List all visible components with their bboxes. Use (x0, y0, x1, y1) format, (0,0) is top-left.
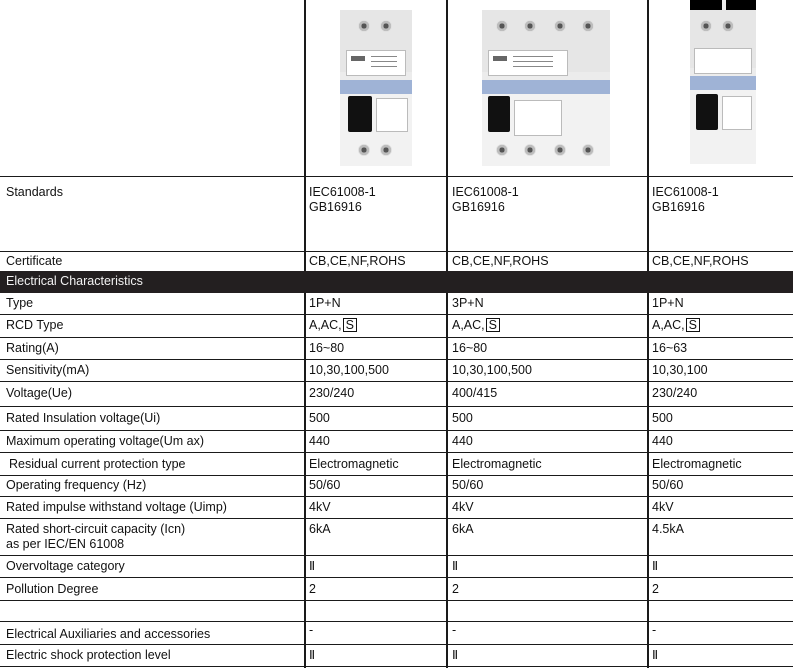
table-row (0, 360, 793, 382)
row-value: Ⅱ (452, 648, 459, 662)
product-image-2 (482, 10, 610, 166)
standard-line-1: IEC61008-1 (452, 185, 519, 199)
table-row (0, 476, 793, 497)
section-header (0, 271, 793, 293)
row-value: 50/60 (452, 478, 484, 492)
row-value: 16~63 (652, 341, 688, 355)
row-value: 440 (652, 434, 673, 448)
row-value: 4kV (452, 500, 474, 514)
table-row (0, 407, 793, 431)
table-row (0, 601, 793, 622)
row-label: Voltage(Ue) (6, 386, 73, 400)
row-label: RCD Type (6, 318, 64, 332)
row-value: - (652, 623, 657, 637)
certificate-value: CB,CE,NF,ROHS (309, 254, 406, 268)
row-value: Electromagnetic (652, 457, 742, 471)
rcd-2-pole-device-icon (340, 10, 412, 166)
row-label: Electric shock protection level (6, 648, 171, 662)
row-value: Electromagnetic (452, 457, 542, 471)
row-value: 10,30,100 (652, 363, 708, 377)
row-value: 500 (452, 411, 473, 425)
standard-line-2: GB16916 (309, 200, 362, 214)
row-label-line-1: Rated short-circuit capacity (Icn) (6, 522, 186, 536)
column-divider (304, 0, 306, 271)
row-value: 440 (452, 434, 473, 448)
table-row (0, 431, 793, 453)
row-value: 10,30,100,500 (452, 363, 532, 377)
row-value: 1P+N (309, 296, 341, 310)
row-value: 3P+N (452, 296, 484, 310)
column-divider (446, 0, 448, 271)
boxed-s-symbol: S (486, 318, 500, 332)
row-value: Ⅱ (652, 648, 659, 662)
standard-line-1: IEC61008-1 (309, 185, 376, 199)
table-row (0, 497, 793, 519)
row-value: 230/240 (652, 386, 698, 400)
row-label: Maximum operating voltage(Um ax) (6, 434, 204, 448)
table-row (0, 453, 793, 476)
row-label: Pollution Degree (6, 582, 99, 596)
row-label: Electrical Auxiliaries and accessories (6, 627, 211, 641)
rcd-type-text: A,AC, (309, 318, 342, 332)
standard-line-2: GB16916 (652, 200, 705, 214)
section-title: Electrical Characteristics (6, 274, 143, 288)
row-value: 500 (309, 411, 330, 425)
table-row (0, 519, 793, 556)
row-label (6, 522, 185, 552)
row-value: 2 (452, 582, 459, 596)
boxed-s-symbol: S (686, 318, 700, 332)
certificate-row (0, 252, 793, 272)
table-row (0, 293, 793, 315)
row-label: Overvoltage category (6, 559, 125, 573)
row-label-line-2: as per IEC/EN 61008 (6, 537, 125, 551)
column-divider (304, 293, 306, 668)
standards-value (652, 185, 719, 215)
row-value: 16~80 (452, 341, 488, 355)
row-value: 16~80 (309, 341, 345, 355)
standard-line-1: IEC61008-1 (652, 185, 719, 199)
rcd-4-pole-device-icon (482, 10, 610, 166)
row-value: 2 (309, 582, 316, 596)
row-value: Ⅱ (652, 559, 659, 573)
product-image-1 (340, 10, 412, 166)
row-value: Ⅱ (309, 559, 316, 573)
standards-value (309, 185, 376, 215)
standard-line-2: GB16916 (452, 200, 505, 214)
row-value: - (309, 623, 314, 637)
row-value: 4kV (652, 500, 674, 514)
certificate-value: CB,CE,NF,ROHS (652, 254, 749, 268)
row-label: Operating frequency (Hz) (6, 478, 147, 492)
standards-label: Standards (6, 185, 63, 199)
row-value: 4.5kA (652, 522, 684, 536)
certificate-value: CB,CE,NF,ROHS (452, 254, 549, 268)
row-label: Type (6, 296, 34, 310)
certificate-label: Certificate (6, 254, 63, 268)
row-value: Ⅱ (452, 559, 459, 573)
row-label: Residual current protection type (9, 457, 186, 471)
row-value (452, 318, 500, 333)
row-value: Electromagnetic (309, 457, 399, 471)
row-value: 1P+N (652, 296, 684, 310)
row-value: Ⅱ (309, 648, 316, 662)
standards-value (452, 185, 519, 215)
standards-row (0, 176, 793, 252)
table-row (0, 645, 793, 667)
rcd-type-text: A,AC, (652, 318, 685, 332)
table-row (0, 338, 793, 360)
table-row (0, 382, 793, 407)
row-value: 10,30,100,500 (309, 363, 389, 377)
row-value: 400/415 (452, 386, 498, 400)
row-label: Rating(A) (6, 341, 59, 355)
row-value: 2 (652, 582, 659, 596)
table-row (0, 578, 793, 601)
table-row (0, 315, 793, 338)
row-label: Sensitivity(mA) (6, 363, 90, 377)
row-value: - (452, 623, 457, 637)
row-value: 50/60 (652, 478, 684, 492)
rcd-type-text: A,AC, (452, 318, 485, 332)
row-value: 440 (309, 434, 330, 448)
row-value (309, 318, 357, 333)
row-value: 50/60 (309, 478, 341, 492)
row-value: 6kA (309, 522, 331, 536)
row-label: Rated Insulation voltage(Ui) (6, 411, 161, 425)
row-label: Rated impulse withstand voltage (Uimp) (6, 500, 227, 514)
product-image-3 (690, 0, 756, 164)
boxed-s-symbol: S (343, 318, 357, 332)
row-value: 230/240 (309, 386, 355, 400)
column-divider (647, 293, 649, 668)
rcd-2-pole-device-icon (690, 0, 756, 164)
column-divider (446, 293, 448, 668)
table-row (0, 556, 793, 578)
column-divider (647, 0, 649, 271)
row-value (652, 318, 700, 333)
row-value: 6kA (452, 522, 474, 536)
table-row (0, 622, 793, 645)
row-value: 500 (652, 411, 673, 425)
row-value: 4kV (309, 500, 331, 514)
